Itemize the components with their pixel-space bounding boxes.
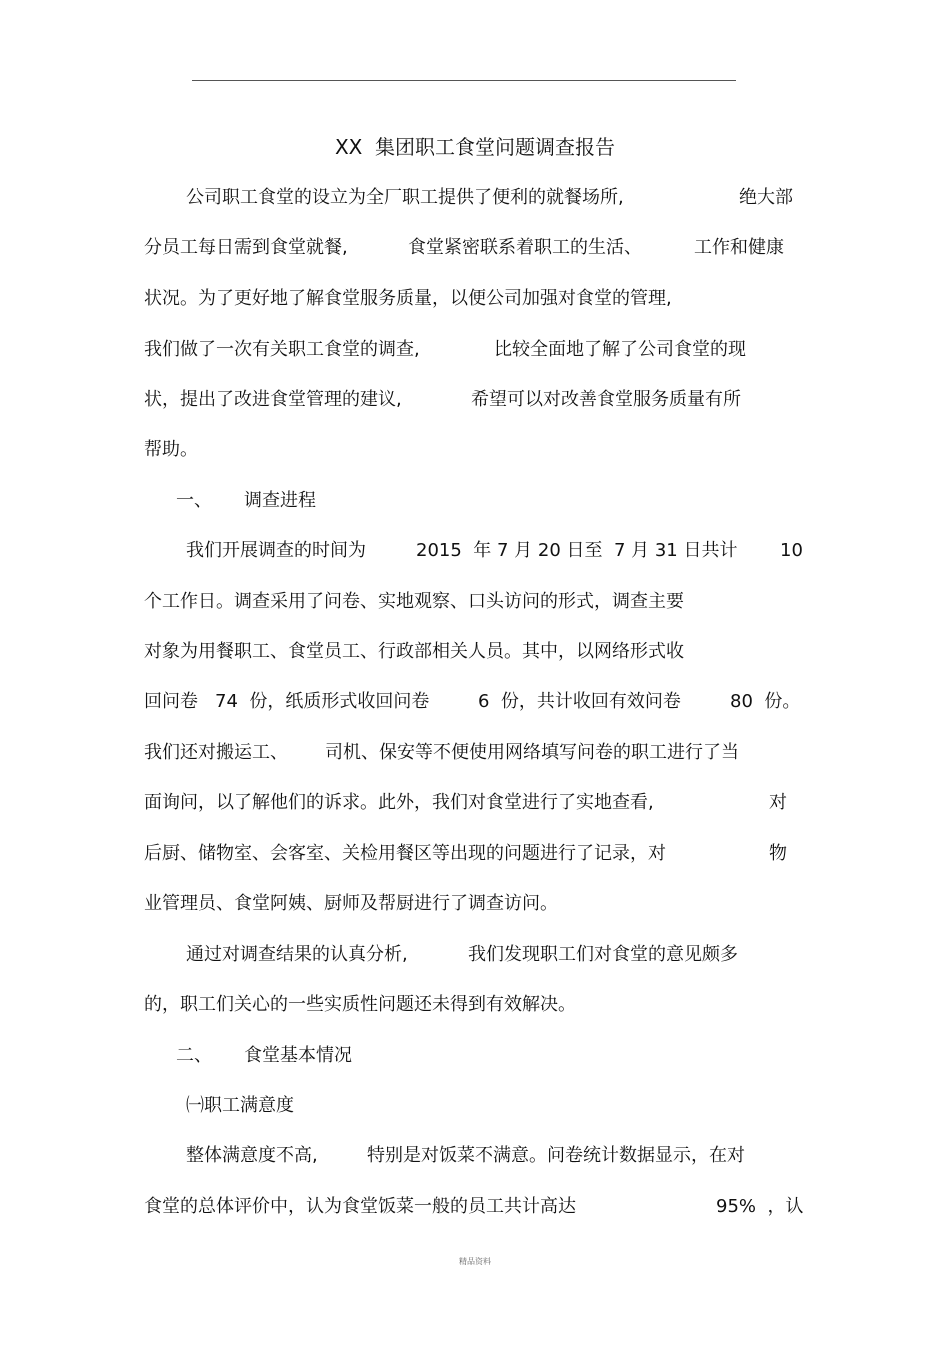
s1-p1-line-6-part-2: 对 [769,792,787,813]
s1-p1-line-1-part-2: 2015 年 7 月 20 日至 7 月 31 日共计 [416,540,738,561]
intro-line-1-part-2: 绝大部 [739,187,793,208]
s2-p1-line-2-part-1: 食堂的总体评价中，认为食堂饭菜一般的员工共计高达 [144,1196,576,1217]
intro-line-4-part-1: 我们做了一次有关职工食堂的调查, [144,339,420,360]
intro-line-2-part-2: 食堂紧密联系着职工的生活、 [408,237,642,258]
s1-p2-line-2: 的，职工们关心的一些实质性问题还未得到有效解决。 [144,994,576,1015]
s1-p1-line-4-part-1: 回问卷 [144,691,198,712]
intro-line-6: 帮助。 [144,439,198,460]
intro-line-1-part-1: 公司职工食堂的设立为全厂职工提供了便利的就餐场所, [186,187,624,208]
s1-p1-line-5-part-1: 我们还对搬运工、 [144,742,288,763]
intro-line-2-part-3: 工作和健康 [694,237,784,258]
s1-p1-line-5-part-2: 司机、保安等不便使用网络填写问卷的职工进行了当 [325,742,739,763]
page-footer: 精品资料 [459,1257,491,1266]
s1-p1-line-4-part-4: 80 份。 [730,691,801,712]
section-2-title: 食堂基本情况 [244,1045,352,1066]
s1-p1-line-7-part-1: 后厨、储物室、会客室、关检用餐区等出现的问题进行了记录，对 [144,843,666,864]
intro-line-2-part-1: 分员工每日需到食堂就餐, [144,237,348,258]
subsection-1-title: ㈠职工满意度 [186,1095,294,1116]
s1-p1-line-1-part-1: 我们开展调查的时间为 [186,540,366,561]
s1-p2-line-1-part-2: 我们发现职工们对食堂的意见颇多 [468,944,738,965]
s1-p1-line-4-part-3: 6 份，共计收回有效问卷 [478,691,681,712]
s1-p1-line-1-part-3: 10 [780,540,803,561]
s2-p1-line-2-part-2: 95% ，认 [716,1196,804,1217]
header-rule [192,80,736,81]
document-title: XX 集团职工食堂问题调查报告 [334,135,616,159]
section-2-number: 二、 [176,1045,212,1066]
section-1-number: 一、 [176,490,212,511]
s1-p1-line-4-part-2: 74 份，纸质形式收回问卷 [215,691,430,712]
intro-line-3: 状况。为了更好地了解食堂服务质量，以便公司加强对食堂的管理, [144,288,672,309]
s1-p1-line-7-part-2: 物 [769,843,787,864]
s2-p1-line-1-part-2: 特别是对饭菜不满意。问卷统计数据显示，在对 [367,1145,745,1166]
s1-p1-line-2: 个工作日。调查采用了问卷、实地观察、口头访问的形式，调查主要 [144,591,684,612]
intro-line-4-part-2: 比较全面地了解了公司食堂的现 [494,339,746,360]
s1-p1-line-3: 对象为用餐职工、食堂员工、行政部相关人员。其中，以网络形式收 [144,641,684,662]
intro-line-5-part-2: 希望可以对改善食堂服务质量有所 [471,389,741,410]
s1-p1-line-8: 业管理员、食堂阿姨、厨师及帮厨进行了调查访问。 [144,893,558,914]
s1-p1-line-6-part-1: 面询问，以了解他们的诉求。此外，我们对食堂进行了实地查看, [144,792,654,813]
section-1-title: 调查进程 [244,490,316,511]
s2-p1-line-1-part-1: 整体满意度不高, [186,1145,318,1166]
intro-line-5-part-1: 状，提出了改进食堂管理的建议, [144,389,402,410]
s1-p2-line-1-part-1: 通过对调查结果的认真分析, [186,944,408,965]
